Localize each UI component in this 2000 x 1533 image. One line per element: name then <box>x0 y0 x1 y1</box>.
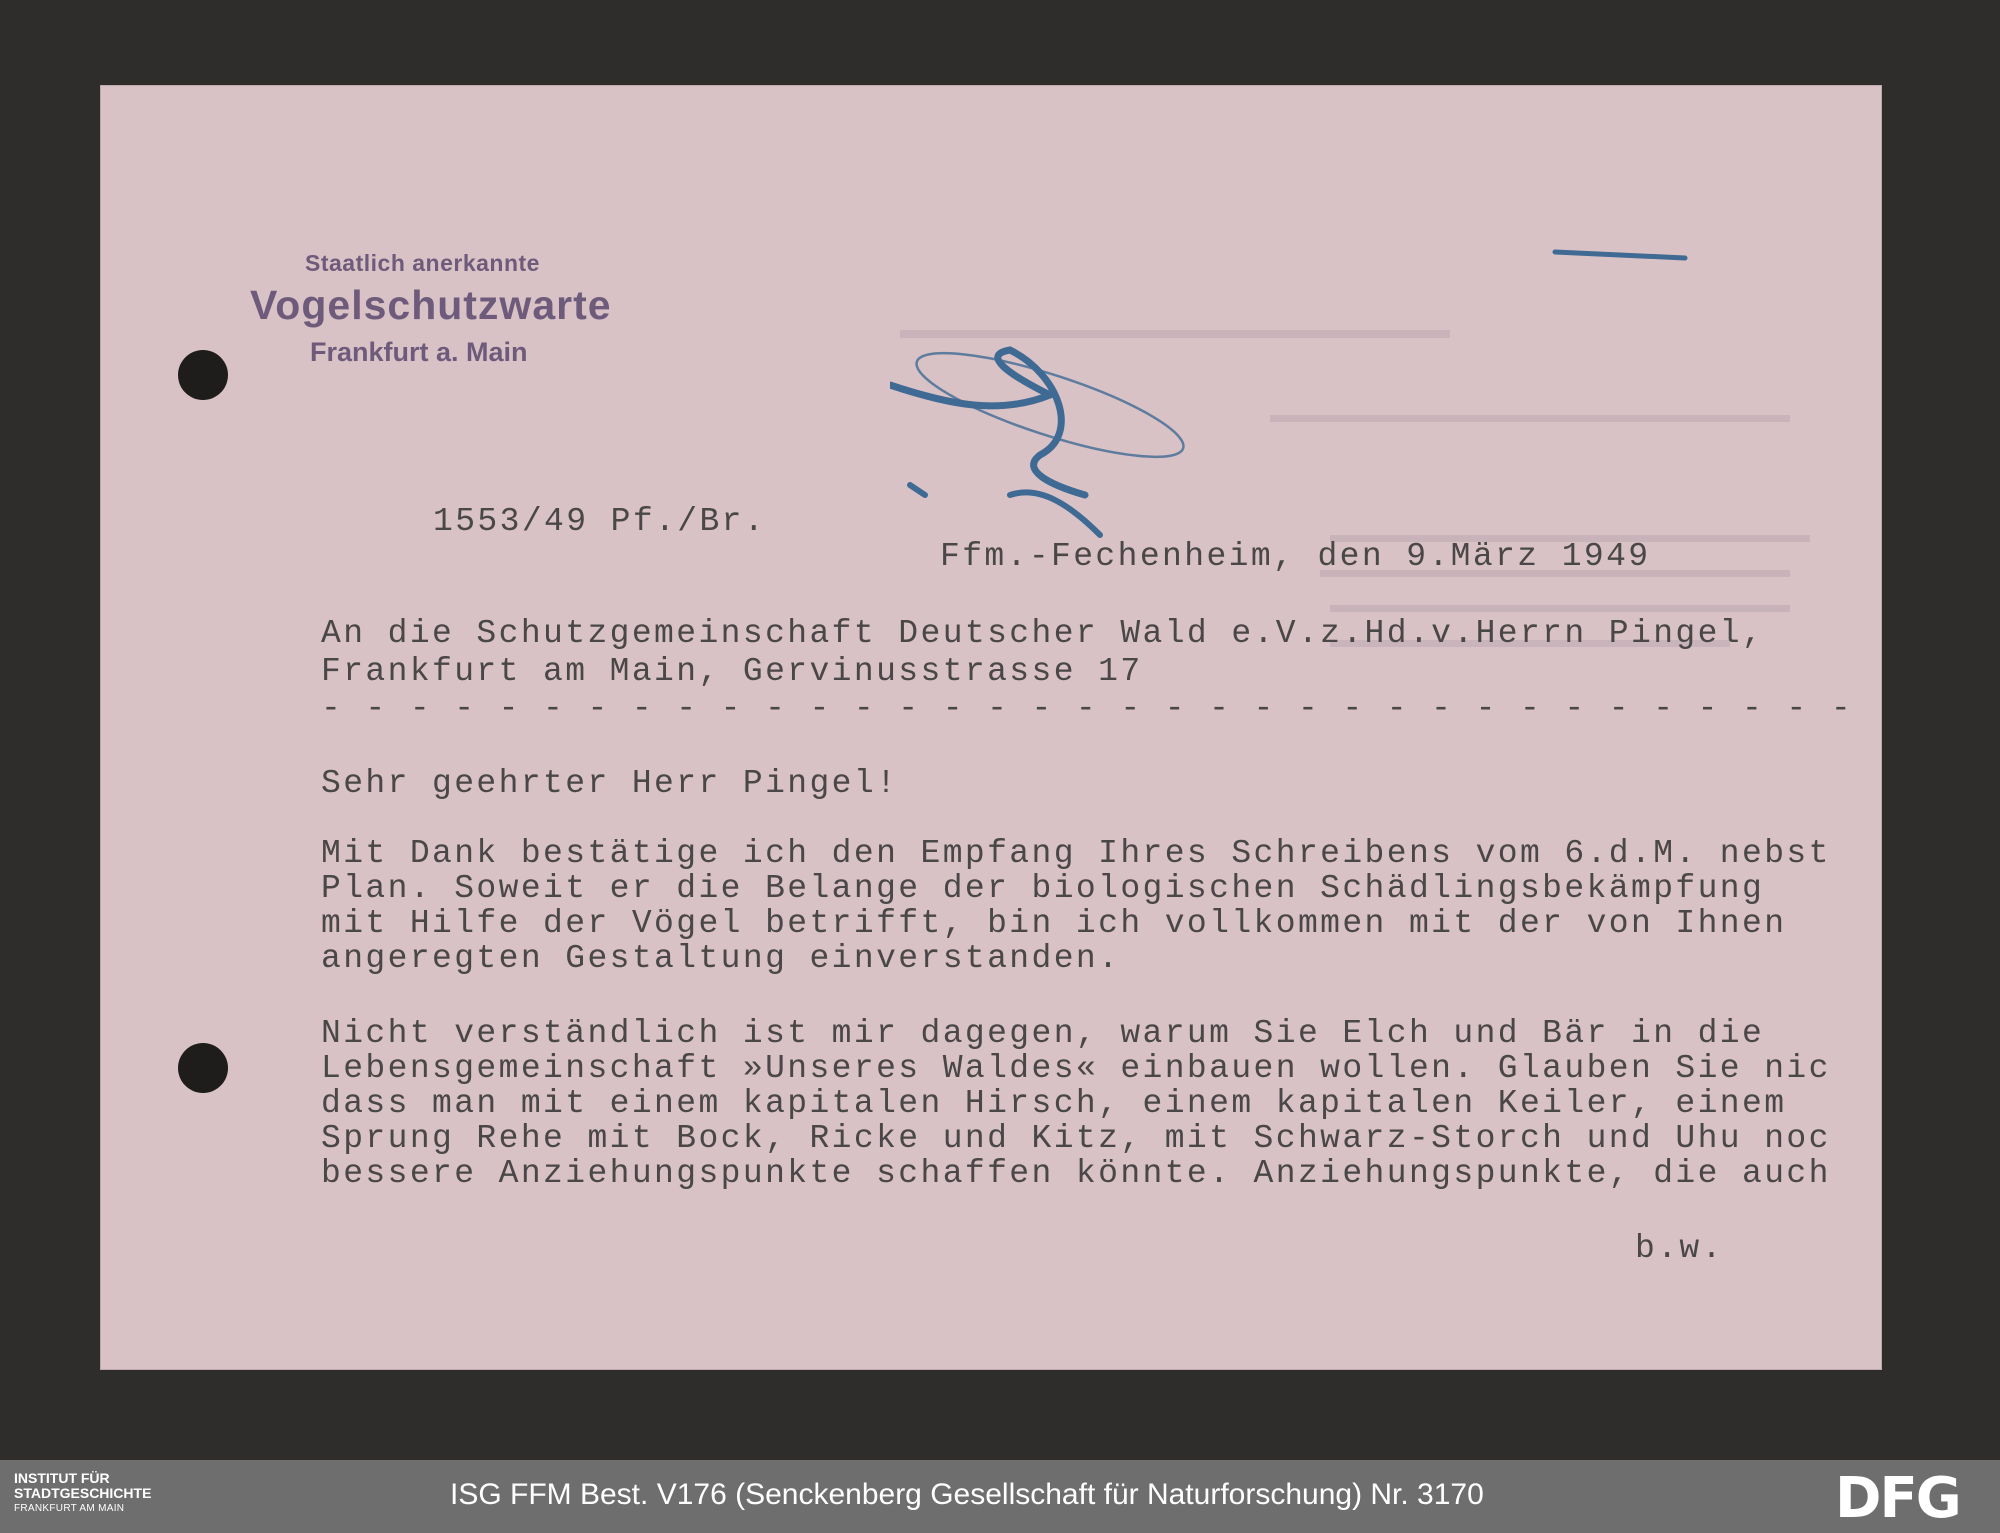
institute-line-3: FRANKFURT AM MAIN <box>14 1503 125 1514</box>
paragraph-1-line-4: angeregten Gestaltung einverstanden. <box>321 940 1121 977</box>
separator-line: - - - - - - - - - - - - - - - - - - - - - - - - - - - - - - - - - - - <box>321 690 1854 727</box>
stamp-line-3: Frankfurt a. Main <box>310 337 528 367</box>
paragraph-2-line-5: bessere Anziehungspunkte schaffen könnte. Anziehungspunkte, die auch <box>321 1155 1831 1192</box>
paragraph-2-line-1: Nicht verständlich ist mir dagegen, warum Sie Elch und Bär in die <box>321 1015 1765 1052</box>
institute-line-2: STADTGESCHICHTE <box>14 1485 152 1501</box>
punch-hole-bottom <box>178 1043 228 1093</box>
reference-number: 1553/49 Pf./Br. <box>433 503 767 540</box>
handwritten-signature <box>890 345 1200 545</box>
page-turn-note: b.w. <box>1635 1230 1724 1267</box>
archive-footer-bar <box>0 1460 2000 1533</box>
archive-caption: ISG FFM Best. V176 (Senckenberg Gesellschaft für Naturforschung) Nr. 3170 <box>450 1478 1484 1511</box>
institute-logo <box>14 1471 151 1516</box>
paragraph-2-line-3: dass man mit einem kapitalen Hirsch, einem kapitalen Keiler, einem <box>321 1085 1787 1122</box>
stamp-line-2: Vogelschutzwarte <box>250 282 612 328</box>
salutation: Sehr geehrter Herr Pingel! <box>321 765 899 802</box>
paragraph-1-line-1: Mit Dank bestätige ich den Empfang Ihres Schreibens vom 6.d.M. nebst <box>321 835 1831 872</box>
dfg-logo: DFG <box>1835 1466 1960 1531</box>
paragraph-2-line-4: Sprung Rehe mit Bock, Ricke und Kitz, mit Schwarz-Storch und Uhu noc <box>321 1120 1831 1157</box>
paragraph-1-line-3: mit Hilfe der Vögel betrifft, bin ich vollkommen mit der von Ihnen <box>321 905 1787 942</box>
paragraph-2-line-2: Lebensgemeinschaft »Unseres Waldes« einbauen wollen. Glauben Sie nic <box>321 1050 1831 1087</box>
ink-stroke <box>1550 240 1690 270</box>
address-line-1: An die Schutzgemeinschaft Deutscher Wald e.V.z.Hd.v.Herrn Pingel, <box>321 615 1765 652</box>
place-and-date: Ffm.-Fechenheim, den 9.März 1949 <box>940 538 1651 575</box>
stamp-line-1: Staatlich anerkannte <box>305 250 540 276</box>
address-line-2: Frankfurt am Main, Gervinusstrasse 17 <box>321 653 1143 690</box>
punch-hole-top <box>178 350 228 400</box>
institute-line-1: INSTITUT FÜR <box>14 1470 110 1486</box>
paragraph-1-line-2: Plan. Soweit er die Belange der biologischen Schädlingsbekämpfung <box>321 870 1765 907</box>
letter-sheet <box>100 85 1882 1370</box>
